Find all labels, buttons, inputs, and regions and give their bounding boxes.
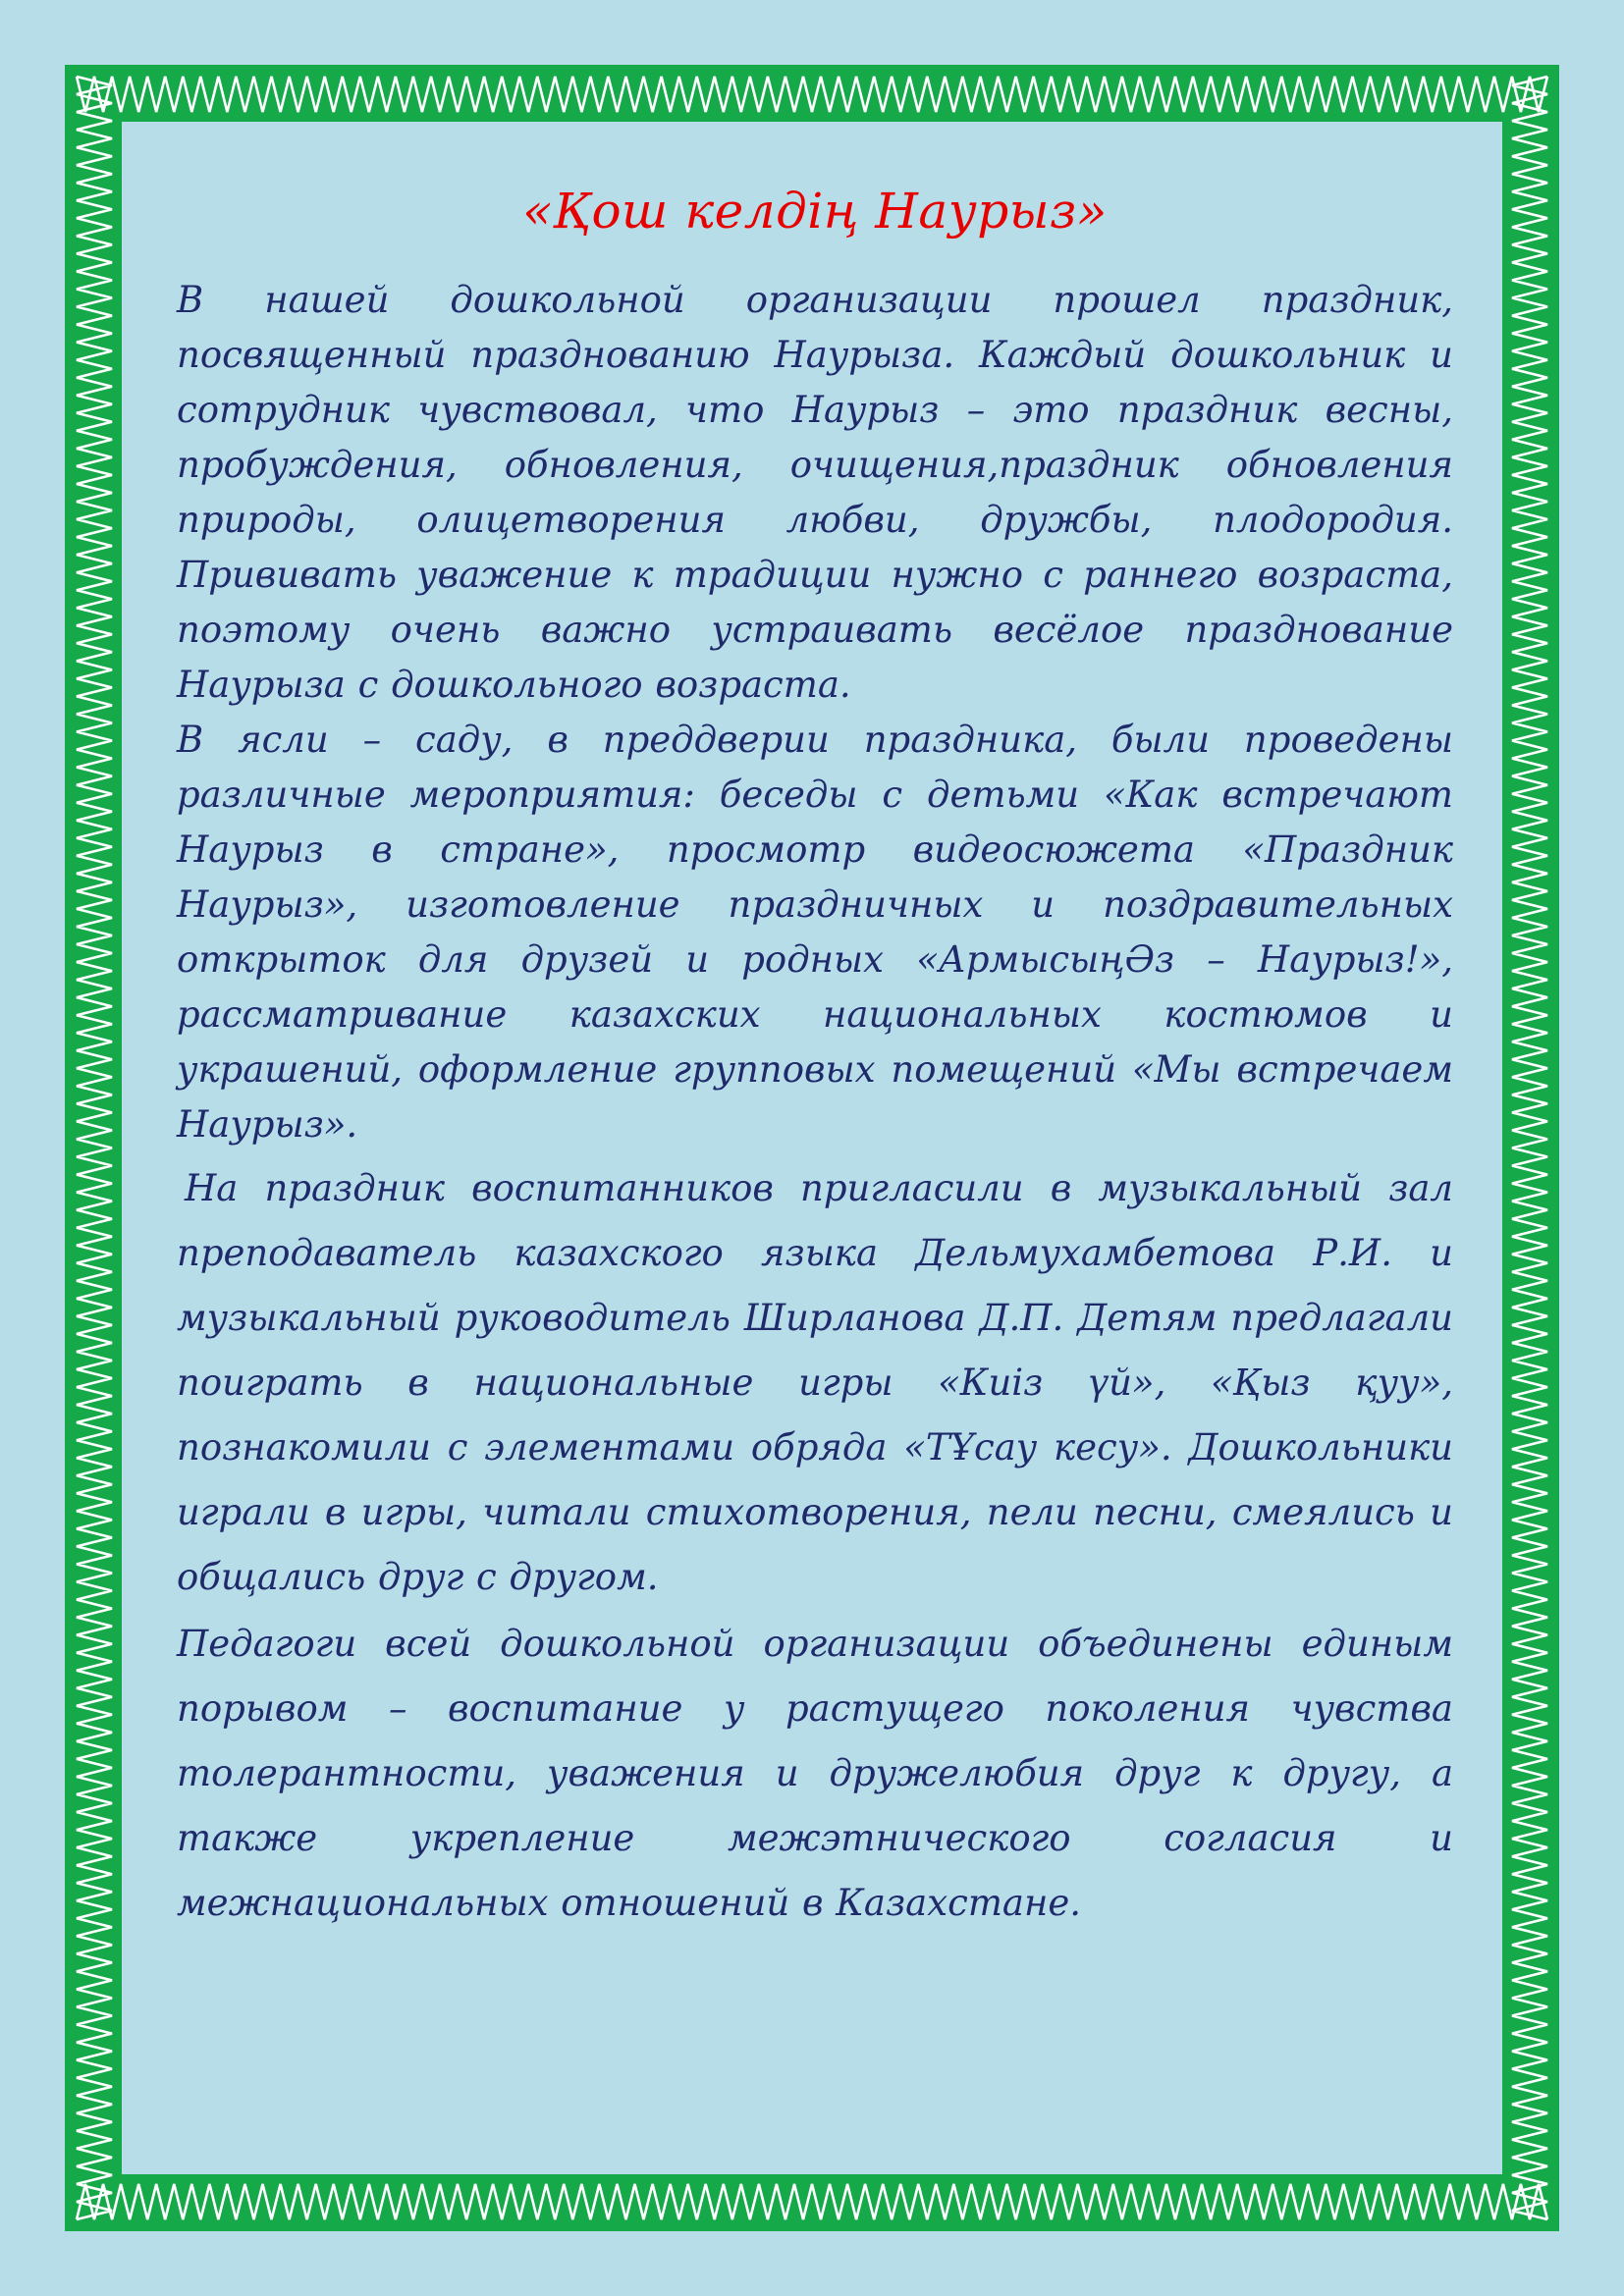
paragraph-celebration: На праздник воспитанников пригласили в музыкальный зал преподаватель казахского языка Дельмухамбетова Р.И. и музыкальный руководитель Ширланова Д.П. Детям предлагали поиграть в национальные игры «Киіз үй», «Қыз қуу», познакомили с элементами обряда «ТҰсау кесу». Дошкольники играли в игры, читали стихотворения, пели песни, смеялись и общались друг с другом. [177,1167,1453,1598]
paragraph-intro: В нашей дошкольной организации прошел праздник, посвященный празднованию Наурыза. Каждый дошкольник и сотрудник чувствовал, что Наурыз – это праздник весны, пробуждения, обновления, очищения,праздник обновления природы, олицетворения любви, дружбы, плодородия. Прививать уважение к традиции нужно с раннего возраста, поэтому очень важно устраивать весёлое празднование Наурыза с дошкольного возраста. [177,279,1453,706]
document-body [177,157,1453,2120]
paragraph-activities: В ясли – саду, в преддверии праздника, были проведены различные мероприятия: беседы с детьми «Как встречают Наурыз в стране», просмотр видеосюжета «Праздник Наурыз», изготовление праздничных и поздравительных открыток для друзей и родных «АрмысыңӘз – Наурыз!», рассматривание казахских национальных костюмов и украшений, оформление групповых помещений «Мы встречаем Наурыз». [177,719,1453,1146]
paragraph-conclusion: Педагоги всей дошкольной организации объединены единым порывом – воспитание у растущего поколения чувства толерантности, уважения и дружелюбия друг к другу, а также укрепление межэтнического согласия и межнациональных отношений в Казахстане. [177,1623,1453,1924]
page-title: «Қош келдің Наурыз» [522,183,1108,240]
